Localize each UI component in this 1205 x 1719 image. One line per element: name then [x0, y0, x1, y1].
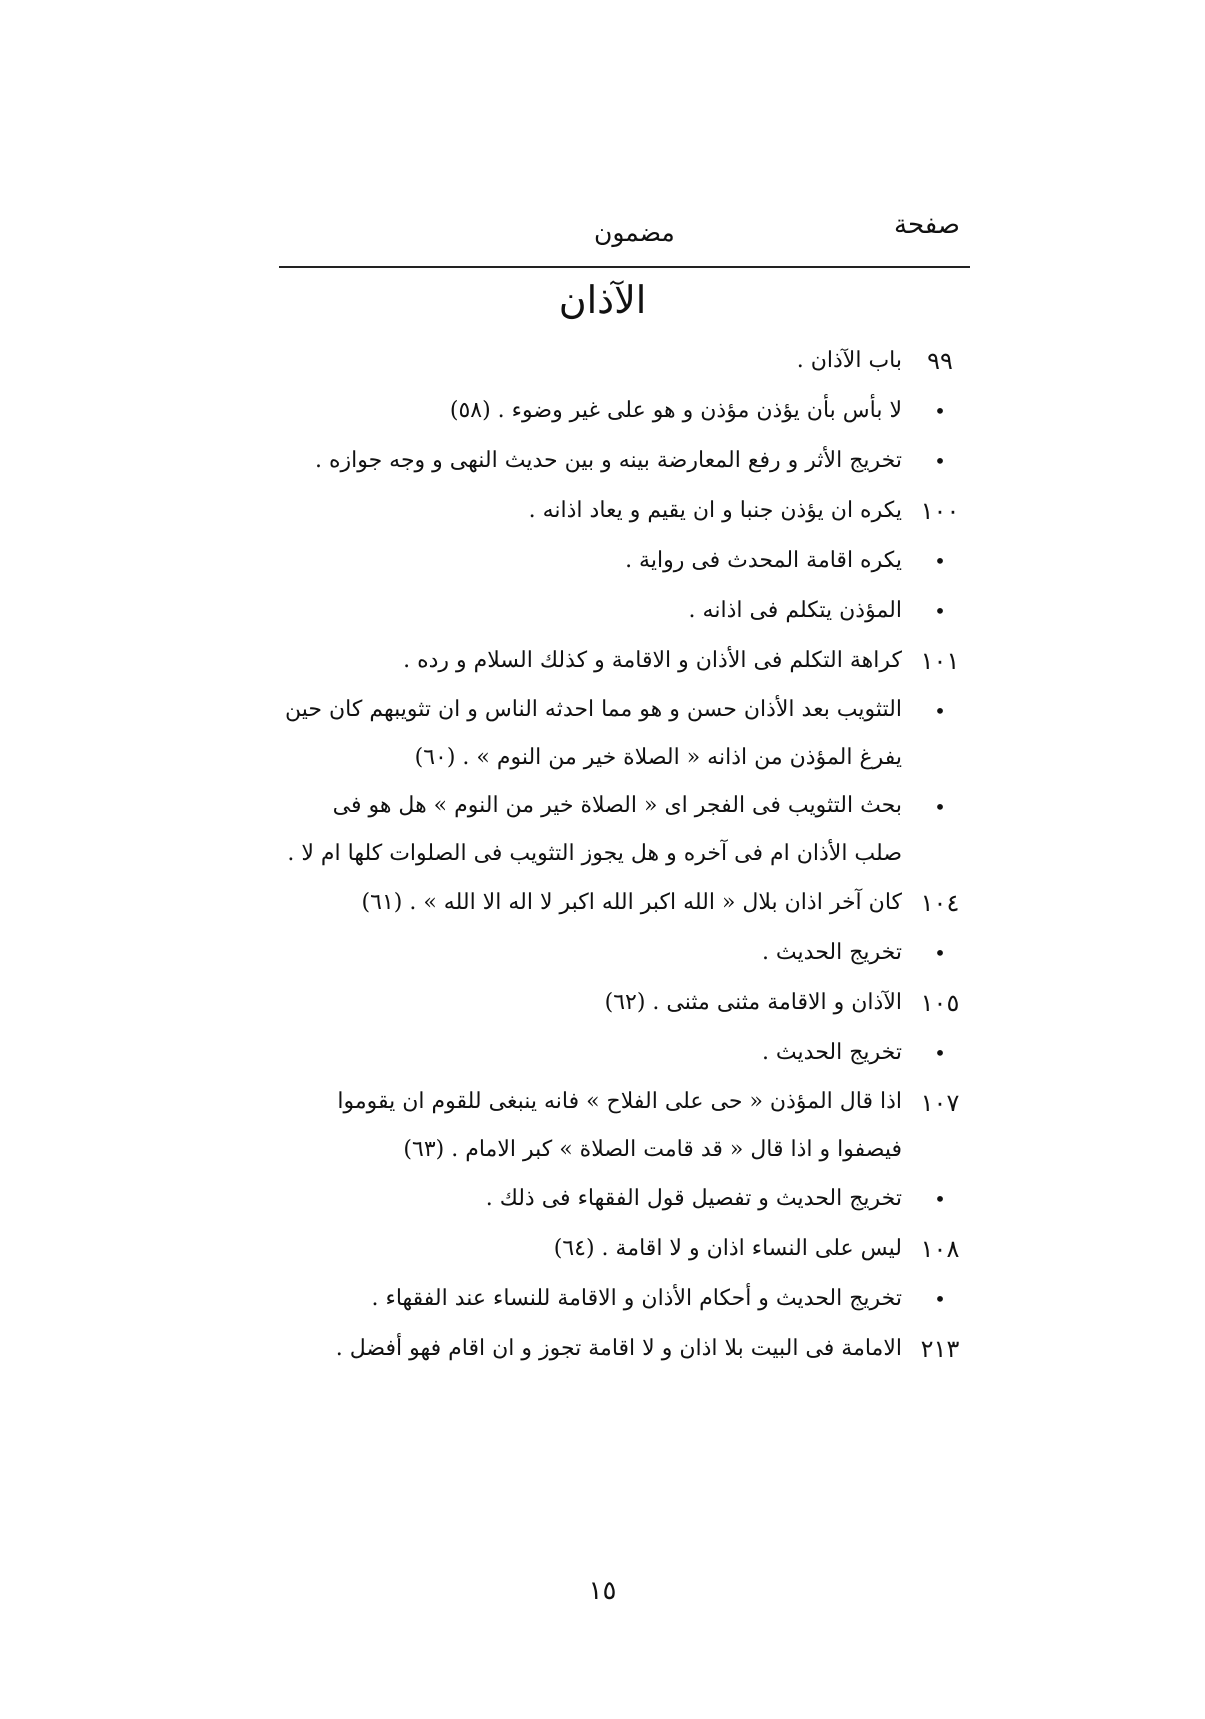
bullet-marker: •: [934, 399, 946, 423]
entry-text: المؤذن يتكلم فى اذانه .: [688, 598, 902, 623]
bullet-marker: •: [934, 1287, 946, 1311]
index-subentry: [279, 1028, 970, 1078]
entry-text: تخريج الحديث و تفصيل قول الفقهاء فى ذلك .: [485, 1186, 902, 1211]
table-header: [279, 210, 970, 260]
index-subentry: [279, 586, 970, 636]
page-ref: ١٠٧: [920, 1089, 960, 1117]
entry-text: ليس على النساء اذان و لا اقامة . (٦٤): [553, 1236, 902, 1261]
page-ref: ١٠١: [920, 647, 960, 675]
entry-text: باب الآذان .: [796, 348, 902, 373]
page-ref: ١٠٥: [920, 989, 960, 1017]
page-number: ١٥: [588, 1576, 617, 1606]
index-subentry: [279, 928, 970, 978]
entry-text: يكره اقامة المحدث فى رواية .: [625, 548, 902, 573]
entry-text: اذا قال المؤذن « حى على الفلاح » فانه ينبغى للقوم ان يقوموا فيصفوا و اذا قال « قد قامت الصلاة » كبر الامام . (٦٣): [337, 1089, 902, 1162]
page-ref: ٢١٣: [920, 1335, 960, 1363]
subject-column-heading: مضمون: [594, 218, 675, 247]
entry-text: الامامة فى البيت بلا اذان و لا اقامة تجوز و ان اقام فهو أفضل .: [335, 1336, 902, 1361]
index-entry: [279, 336, 970, 386]
index-entry: [279, 878, 970, 928]
index-subentry: [279, 436, 970, 486]
entry-text: تخريج الحديث .: [761, 1040, 902, 1065]
page-ref: ١٠٨: [920, 1235, 960, 1263]
bullet-marker: •: [934, 1187, 946, 1211]
entry-text: تخريج الحديث .: [761, 940, 902, 965]
header-rule: [279, 266, 970, 268]
page-ref: ١٠٠: [920, 497, 960, 525]
index-entry: [279, 636, 970, 686]
index-subentry: [279, 536, 970, 586]
index-entry: [279, 1224, 970, 1274]
index-subentry: [279, 386, 970, 436]
index-entries: [279, 336, 970, 1374]
index-subentry: [279, 1174, 970, 1224]
page-ref: ٩٩: [927, 347, 953, 375]
entry-text: كراهة التكلم فى الأذان و الاقامة و كذلك السلام و رده .: [403, 648, 902, 673]
index-subentry: [279, 686, 970, 782]
bullet-marker: •: [934, 795, 946, 819]
index-entry: [279, 486, 970, 536]
bullet-marker: •: [934, 599, 946, 623]
entry-text: التثويب بعد الأذان حسن و هو مما احدثه الناس و ان تثويبهم كان حين يفرغ المؤذن من اذانه « الصلاة خير من النوم » . (٦٠): [285, 697, 902, 770]
entry-text: بحث التثويب فى الفجر اى « الصلاة خير من النوم » هل هو فى صلب الأذان ام فى آخره و هل يجوز التثويب فى الصلوات كلها ام لا .: [287, 793, 902, 866]
entry-text: يكره ان يؤذن جنبا و ان يقيم و يعاد اذانه .: [528, 498, 902, 523]
bullet-marker: •: [934, 941, 946, 965]
bullet-marker: •: [934, 549, 946, 573]
page-column-heading: صفحة: [894, 210, 960, 240]
index-entry: [279, 978, 970, 1028]
page-ref: ١٠٤: [920, 889, 960, 917]
index-entry: [279, 1324, 970, 1374]
entry-text: كان آخر اذان بلال « الله اكبر الله اكبر لا اله الا الله » . (٦١): [361, 890, 902, 915]
bullet-marker: •: [934, 699, 946, 723]
entry-text: تخريج الحديث و أحكام الأذان و الاقامة للنساء عند الفقهاء .: [371, 1286, 902, 1311]
bullet-marker: •: [934, 1041, 946, 1065]
section-title: الآذان: [558, 278, 647, 322]
index-entry: [279, 1078, 970, 1174]
index-subentry: [279, 1274, 970, 1324]
bullet-marker: •: [934, 449, 946, 473]
entry-text: الآذان و الاقامة مثنى مثنى . (٦٢): [604, 990, 902, 1015]
entry-text: لا بأس بأن يؤذن مؤذن و هو على غير وضوء . (٥٨): [449, 398, 902, 423]
index-subentry: [279, 782, 970, 878]
entry-text: تخريج الأثر و رفع المعارضة بينه و بين حديث النهى و وجه جوازه .: [314, 448, 902, 473]
